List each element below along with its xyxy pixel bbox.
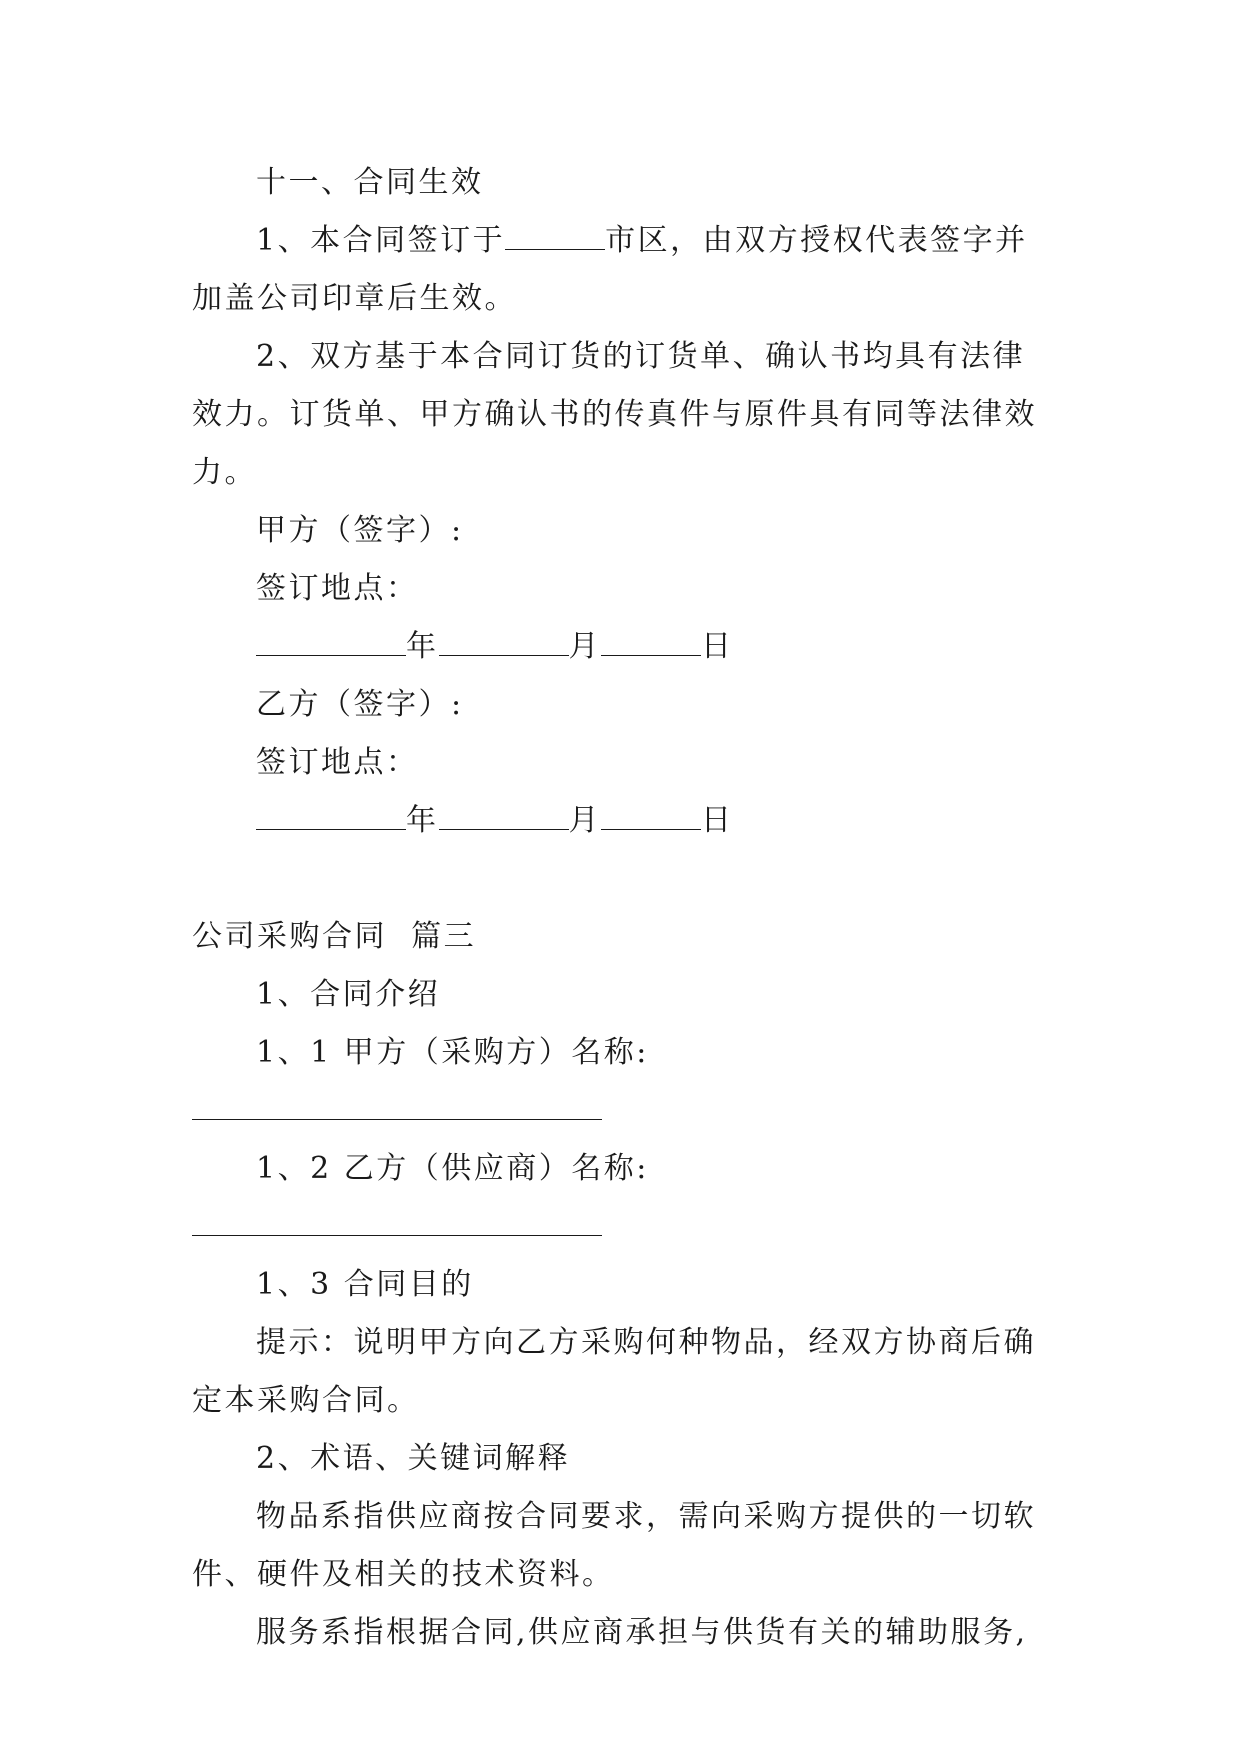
year-label: 年: [406, 629, 439, 664]
section-gap: [192, 850, 1052, 908]
city-blank: [505, 227, 605, 250]
contract-intro-heading: [192, 966, 1052, 1024]
party-a-label: 甲方（签字）:: [256, 513, 464, 548]
month-blank: [439, 633, 569, 656]
year-blank: [256, 807, 406, 830]
part-title: [192, 908, 1052, 966]
clause-1-prefix: 1、本合同签订于: [256, 223, 506, 258]
contract-purpose-heading: [192, 1256, 1052, 1314]
clause-1-suffix: 市区，由双方授权代表签字并加盖公司印章后生效。: [192, 223, 1028, 316]
signing-place-b: [192, 734, 1052, 792]
document-body: [192, 154, 1052, 1662]
year-blank: [256, 633, 406, 656]
day-blank: [601, 807, 701, 830]
signing-place-a-label: 签订地点：: [256, 571, 419, 606]
buyer-name-label: 1、1 甲方（采购方）名称:: [256, 1035, 649, 1070]
signing-place-b-label: 签订地点：: [256, 745, 419, 780]
supplier-name-line: [192, 1140, 1052, 1256]
party-b-label: 乙方（签字）:: [256, 687, 464, 722]
day-label: 日: [701, 629, 734, 664]
month-label: 月: [568, 629, 601, 664]
signing-place-a: [192, 560, 1052, 618]
hint-text: 提示：说明甲方向乙方采购何种物品，经双方协商后确定本采购合同。: [192, 1325, 1036, 1418]
party-b-signature: [192, 676, 1052, 734]
hint-paragraph: [192, 1314, 1052, 1430]
year-label: 年: [406, 803, 439, 838]
section-heading: [192, 154, 1052, 212]
month-blank: [439, 807, 569, 830]
terms-heading-text: 2、术语、关键词解释: [256, 1441, 571, 1476]
clause-1: [192, 212, 1052, 328]
date-line-b: [192, 792, 1052, 850]
buyer-name-line: [192, 1024, 1052, 1140]
supplier-name-blank: [192, 1213, 602, 1236]
goods-definition-text: 物品系指供应商按合同要求，需向采购方提供的一切软件、硬件及相关的技术资料。: [192, 1499, 1036, 1592]
day-label: 日: [701, 803, 734, 838]
terms-heading: [192, 1430, 1052, 1488]
clause-2-text: 2、双方基于本合同订货的订货单、确认书均具有法律效力。订货单、甲方确认书的传真件与原件具有同等法律效力。: [192, 339, 1037, 490]
service-definition: [192, 1604, 1052, 1662]
supplier-name-label: 1、2 乙方（供应商）名称:: [256, 1151, 649, 1186]
contract-intro-heading-text: 1、合同介绍: [256, 977, 441, 1012]
goods-definition: [192, 1488, 1052, 1604]
part-title-text: 公司采购合同 篇三: [192, 919, 477, 954]
party-a-signature: [192, 502, 1052, 560]
clause-2: [192, 328, 1052, 502]
service-definition-text: 服务系指根据合同,供应商承担与供货有关的辅助服务,: [256, 1615, 1028, 1650]
contract-purpose-text: 1、3 合同目的: [256, 1267, 474, 1302]
section-heading-text: 十一、合同生效: [256, 165, 484, 200]
day-blank: [601, 633, 701, 656]
buyer-name-blank: [192, 1097, 602, 1120]
date-line-a: [192, 618, 1052, 676]
month-label: 月: [568, 803, 601, 838]
